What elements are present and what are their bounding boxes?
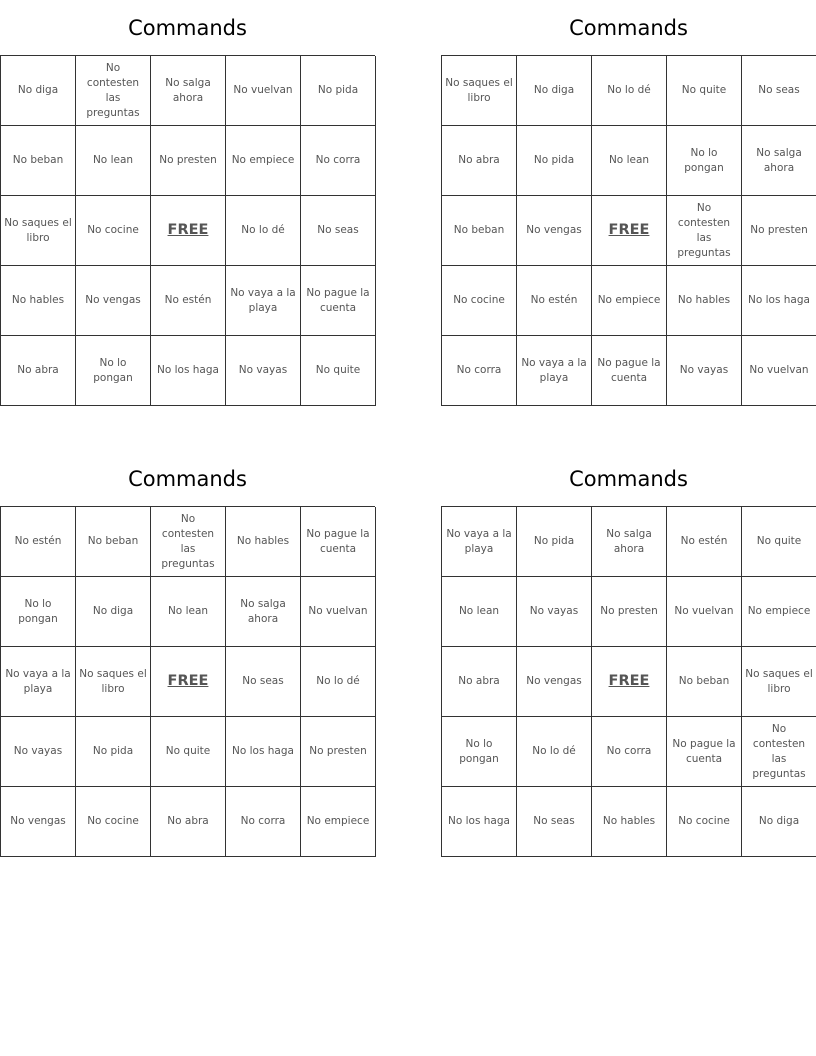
bingo-cell: No contesten las preguntas [742,717,816,787]
bingo-cell: No estén [151,266,226,336]
bingo-cell: No abra [1,336,76,406]
bingo-cell: No saques el libro [742,647,816,717]
bingo-cell: No presten [151,126,226,196]
bingo-card-4 [441,451,816,857]
bingo-cell: No salga ahora [226,577,301,647]
bingo-cell: No abra [442,647,517,717]
bingo-cell: No lo dé [301,647,376,717]
bingo-cell: No pague la cuenta [592,336,667,406]
bingo-cell: No los haga [151,336,226,406]
bingo-cell: No empiece [742,577,816,647]
bingo-cell: No seas [517,787,592,857]
free-space-cell: FREE [151,196,226,266]
bingo-cell: No seas [742,56,816,126]
free-space-cell: FREE [592,196,667,266]
bingo-cell: No beban [76,507,151,577]
bingo-grid [441,506,816,857]
bingo-cell: No saques el libro [442,56,517,126]
bingo-cell: No lean [151,577,226,647]
bingo-cell: No lo pongan [76,336,151,406]
bingo-cell: No quite [301,336,376,406]
bingo-cell: No hables [1,266,76,336]
bingo-cell: No vengas [1,787,76,857]
bingo-card-3 [0,451,375,857]
bingo-cell: No contesten las preguntas [151,507,226,577]
bingo-cell: No lo pongan [667,126,742,196]
bingo-cell: No diga [517,56,592,126]
bingo-cell: No abra [442,126,517,196]
bingo-cell: No vengas [76,266,151,336]
bingo-cell: No pague la cuenta [667,717,742,787]
card-title: Commands [569,16,688,40]
bingo-cell: No vuelvan [301,577,376,647]
bingo-cell: No diga [1,56,76,126]
card-title: Commands [569,467,688,491]
bingo-cell: No vayas [667,336,742,406]
bingo-cell: No cocine [442,266,517,336]
bingo-cell: No estén [517,266,592,336]
bingo-cell: No vuelvan [667,577,742,647]
bingo-cell: No quite [742,507,816,577]
bingo-cell: No diga [76,577,151,647]
bingo-cell: No hables [226,507,301,577]
bingo-cell: No presten [592,577,667,647]
bingo-cell: No vengas [517,196,592,266]
bingo-cell: No cocine [76,196,151,266]
bingo-cell: No empiece [226,126,301,196]
bingo-cell: No salga ahora [742,126,816,196]
card-title: Commands [128,467,247,491]
bingo-cell: No lo pongan [1,577,76,647]
bingo-cell: No contesten las preguntas [667,196,742,266]
bingo-cell: No presten [742,196,816,266]
bingo-cell: No lean [442,577,517,647]
bingo-cell: No vayas [226,336,301,406]
bingo-cell: No quite [667,56,742,126]
bingo-cell: No beban [442,196,517,266]
bingo-cell: No empiece [301,787,376,857]
bingo-cell: No saques el libro [76,647,151,717]
bingo-cell: No los haga [226,717,301,787]
bingo-cell: No beban [1,126,76,196]
bingo-cell: No vuelvan [226,56,301,126]
bingo-cell: No corra [301,126,376,196]
bingo-cell: No pague la cuenta [301,266,376,336]
bingo-cell: No presten [301,717,376,787]
bingo-cell: No vaya a la playa [1,647,76,717]
bingo-cell: No vaya a la playa [442,507,517,577]
bingo-cell: No corra [226,787,301,857]
bingo-cell: No seas [301,196,376,266]
bingo-cell: No hables [667,266,742,336]
bingo-cell: No los haga [442,787,517,857]
bingo-cell: No vaya a la playa [226,266,301,336]
bingo-cell: No salga ahora [592,507,667,577]
bingo-cell: No estén [1,507,76,577]
bingo-cell: No vengas [517,647,592,717]
card-title: Commands [128,16,247,40]
bingo-cell: No hables [592,787,667,857]
bingo-cell: No lean [592,126,667,196]
bingo-cell: No corra [442,336,517,406]
bingo-grid [0,506,375,857]
bingo-cell: No pida [301,56,376,126]
bingo-cell: No vaya a la playa [517,336,592,406]
bingo-cell: No lo dé [517,717,592,787]
bingo-cell: No pida [517,126,592,196]
bingo-cell: No lo dé [226,196,301,266]
bingo-cell: No quite [151,717,226,787]
bingo-grid [441,55,816,406]
bingo-cell: No cocine [667,787,742,857]
bingo-cell: No pida [76,717,151,787]
bingo-cell: No estén [667,507,742,577]
bingo-cell: No lean [76,126,151,196]
bingo-cell: No vayas [517,577,592,647]
bingo-cell: No diga [742,787,816,857]
bingo-cell: No seas [226,647,301,717]
bingo-cell: No cocine [76,787,151,857]
bingo-cell: No vuelvan [742,336,816,406]
bingo-card-1 [0,0,375,406]
bingo-cell: No saques el libro [1,196,76,266]
bingo-cell: No los haga [742,266,816,336]
bingo-cell: No vayas [1,717,76,787]
bingo-cell: No beban [667,647,742,717]
bingo-card-2 [441,0,816,406]
bingo-cell: No pague la cuenta [301,507,376,577]
free-space-cell: FREE [592,647,667,717]
bingo-cell: No pida [517,507,592,577]
bingo-cell: No lo dé [592,56,667,126]
bingo-cell: No corra [592,717,667,787]
bingo-grid [0,55,375,406]
bingo-cell: No contesten las preguntas [76,56,151,126]
bingo-cell: No empiece [592,266,667,336]
bingo-cell: No salga ahora [151,56,226,126]
bingo-cell: No lo pongan [442,717,517,787]
bingo-cell: No abra [151,787,226,857]
free-space-cell: FREE [151,647,226,717]
